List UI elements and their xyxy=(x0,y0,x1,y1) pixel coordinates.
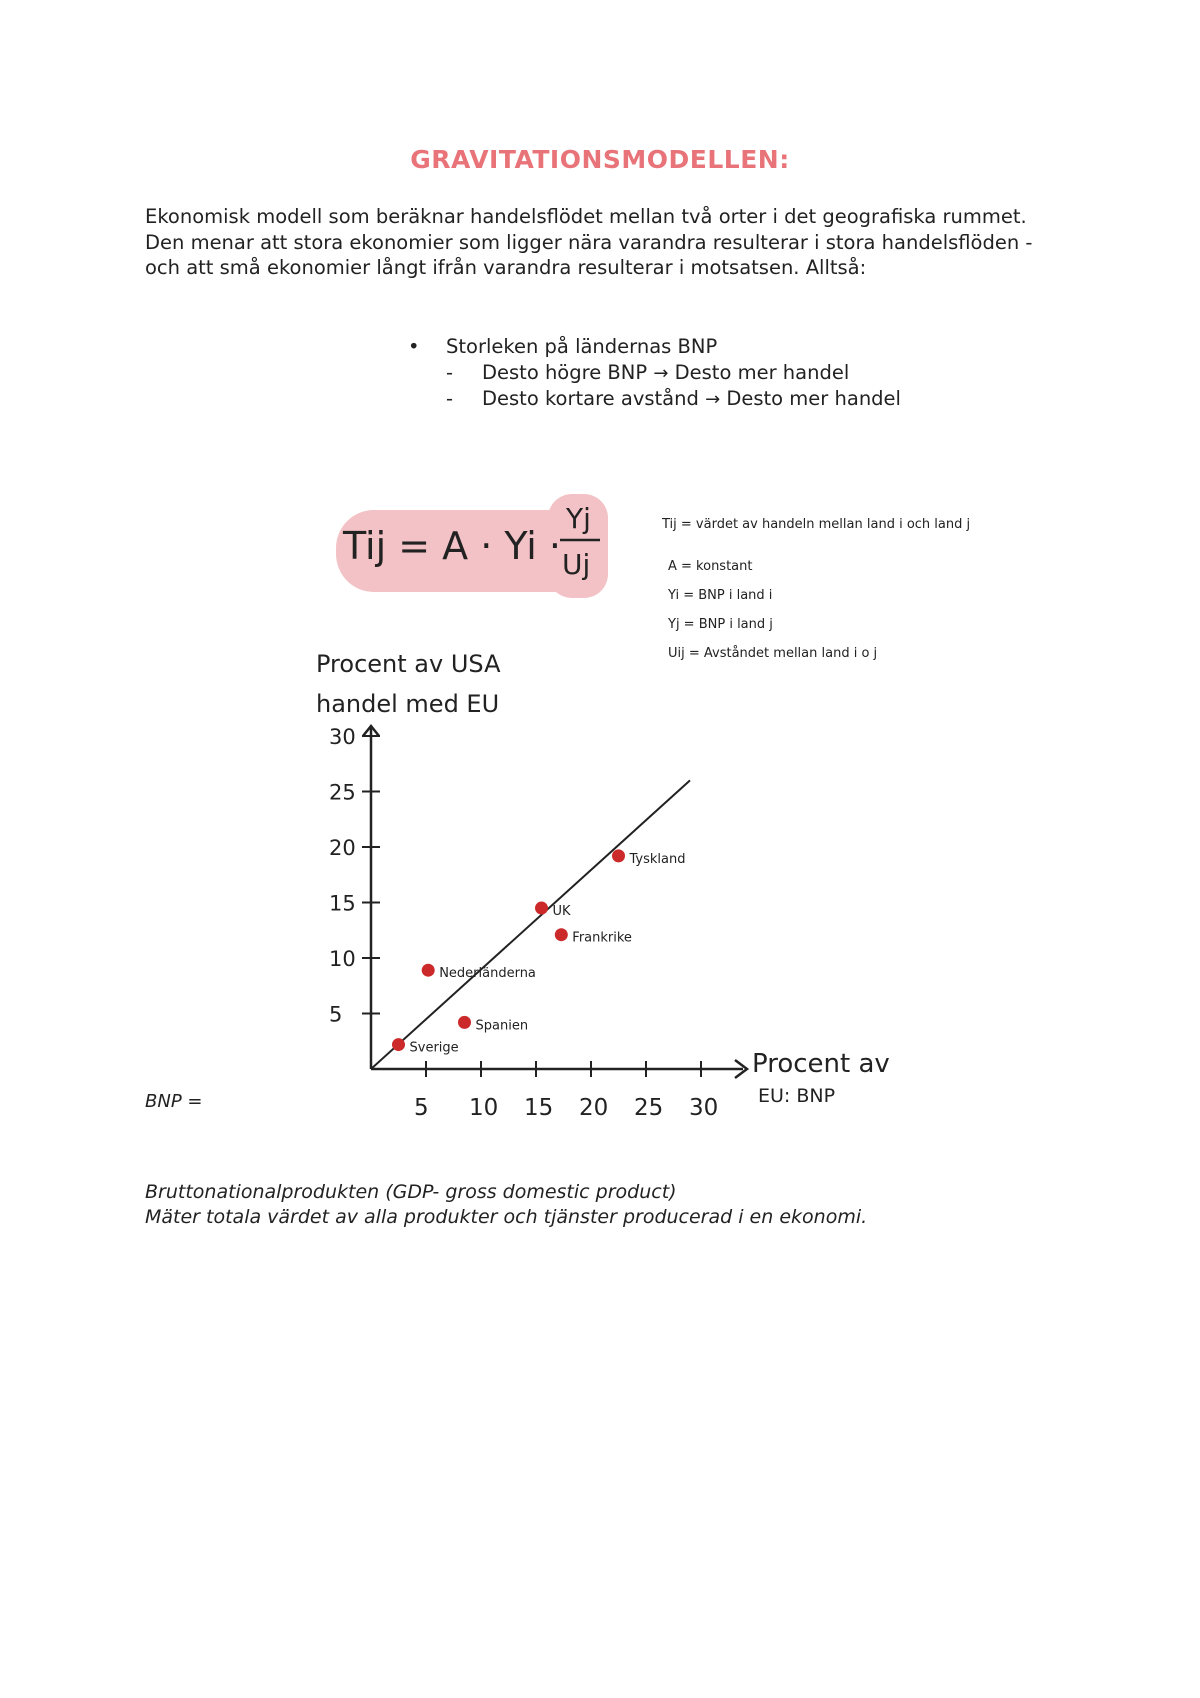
legend-item: Uij = Avståndet mellan land i o j xyxy=(668,646,878,661)
y-tick-label: 10 xyxy=(329,947,356,971)
data-point-label: Sverige xyxy=(409,1040,459,1056)
x-tick-label: 5 xyxy=(414,1095,429,1121)
arrow-right-icon: → xyxy=(705,389,721,410)
legend-item: Yi = BNP i land i xyxy=(668,588,773,603)
x-tick-label: 10 xyxy=(469,1095,499,1121)
data-point xyxy=(422,964,435,977)
legend-item: A = konstant xyxy=(668,559,753,574)
data-point-label: Spanien xyxy=(475,1018,529,1034)
legend-item: Tij = värdet av handeln mellan land i och land j xyxy=(662,517,971,532)
bnp-definition xyxy=(145,1180,867,1230)
dash-icon: - xyxy=(446,360,454,384)
bullet-text: Storleken på ländernas BNP xyxy=(446,335,718,358)
x-tick-label: 15 xyxy=(524,1095,554,1121)
data-point xyxy=(555,928,568,941)
data-point xyxy=(535,902,548,915)
data-point xyxy=(612,849,625,862)
definition-line-2: Mäter totala värdet av alla produkter och tjänster producerad i en ekonomi. xyxy=(145,1206,868,1228)
dash-text-right: Desto mer handel xyxy=(674,360,850,384)
page-title: GRAVITATIONSMODELLEN: xyxy=(410,145,790,174)
data-point-label: Nederländerna xyxy=(439,966,536,982)
data-point-label: Tyskland xyxy=(629,851,686,867)
y-tick-label: 20 xyxy=(329,836,356,860)
x-axis-label-line2: EU: BNP xyxy=(758,1085,836,1107)
formula-legend xyxy=(661,517,970,661)
bullet-dot-icon: • xyxy=(408,335,420,358)
y-tick-label: 30 xyxy=(329,725,356,749)
formula-denominator: Uj xyxy=(562,548,591,581)
x-axis-label-line1: Procent av xyxy=(752,1049,890,1079)
data-point-label: UK xyxy=(552,904,571,920)
bnp-label: BNP = xyxy=(145,1091,203,1112)
dash-text-right: Desto mer handel xyxy=(726,387,901,410)
intro-paragraph: Ekonomisk modell som beräknar handelsflödet mellan två orter i det geografiska rummet. Den menar att stora ekonomier som ligger nära varandra resulterar i stora handelsflöden - och att små ekonomier långt ifrån varandra resulterar i motsatsen. Alltså: xyxy=(145,205,1033,279)
dash-icon: - xyxy=(446,387,454,410)
data-point xyxy=(392,1038,405,1051)
formula xyxy=(336,494,608,598)
legend-item: Yj = BNP i land j xyxy=(668,617,773,632)
y-tick-label: 15 xyxy=(329,891,356,916)
y-tick-label: 25 xyxy=(329,780,356,805)
y-tick-label: 5 xyxy=(329,1002,343,1027)
formula-numerator: Yj xyxy=(566,502,591,535)
y-axis-label-line2: handel med EU xyxy=(316,690,500,718)
x-tick-label: 20 xyxy=(579,1095,609,1121)
definition-line-1: Bruttonationalprodukten (GDP- gross domestic product) xyxy=(145,1181,677,1203)
formula-lhs: Tij = A · Yi · xyxy=(343,524,561,568)
dash-text-left: Desto högre BNP xyxy=(482,360,648,384)
y-axis-label-line1: Procent av USA xyxy=(316,650,501,678)
data-point-label: Frankrike xyxy=(572,930,632,946)
arrow-right-icon: → xyxy=(653,362,669,384)
x-tick-label: 30 xyxy=(689,1095,719,1121)
dash-text-left: Desto kortare avstånd xyxy=(482,387,699,410)
data-point xyxy=(458,1016,471,1029)
trend-line xyxy=(371,780,690,1069)
x-tick-label: 25 xyxy=(634,1095,664,1121)
scatter-chart xyxy=(316,650,890,1121)
